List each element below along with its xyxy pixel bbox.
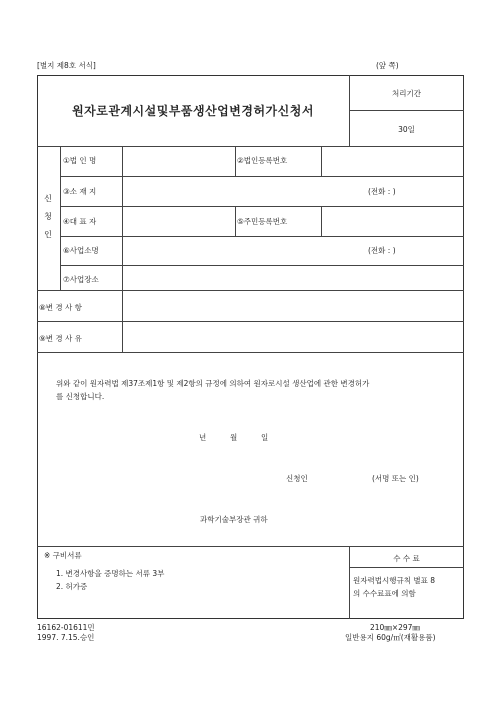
change-reason-field[interactable] <box>123 322 463 352</box>
form-title: 원자로관계시설및부품생산업변경허가신청서 <box>72 104 314 118</box>
resident-no-label: ⑤주민등록번호 <box>237 217 288 226</box>
address-field[interactable] <box>123 177 363 205</box>
page-side-label: (앞 쪽) <box>376 61 399 70</box>
address-label: ③소 재 지 <box>63 187 97 196</box>
business-site-field[interactable] <box>123 266 463 290</box>
date-day-label: 일 <box>261 433 269 442</box>
signature-label: (서명 또는 인) <box>372 474 419 483</box>
form-number: [별지 제8호 서식] <box>37 61 96 70</box>
representative-label: ④대 표 자 <box>63 217 97 226</box>
change-items-field[interactable] <box>123 291 463 321</box>
applicant-sign-label: 신청인 <box>286 474 308 483</box>
attachments-heading: ※ 구비서류 <box>44 551 82 560</box>
form-code: 16162-01611민 <box>37 623 95 632</box>
processing-period-label: 처리기간 <box>392 89 421 98</box>
approval-date: 1997. 7.15.승인 <box>37 633 95 642</box>
application-statement-line1: 위와 같이 원자력법 제37조제1항 및 제2항의 규정에 의하여 원자로시설 생산업에 관한 변경허가 <box>56 379 370 388</box>
fee-description-line1: 원자력법시행규칙 별표 8 <box>353 576 435 585</box>
date-month-label: 월 <box>230 433 238 442</box>
fee-description-line2: 의 수수료표에 의함 <box>353 589 416 598</box>
business-site-label: ⑦사업장소 <box>63 275 99 284</box>
change-reason-label: ⑨변 경 사 유 <box>39 334 82 343</box>
date-year-label: 년 <box>199 433 207 442</box>
phone-label-1: (전화 : ) <box>368 187 396 196</box>
attachment-item-1: 1. 변경사항을 증명하는 서류 3부 <box>56 569 165 578</box>
processing-period-value: 30일 <box>398 125 415 134</box>
phone-label-2: (전화 : ) <box>368 246 396 255</box>
fee-heading: 수 수 료 <box>393 554 420 563</box>
resident-no-field[interactable] <box>322 207 463 235</box>
addressee: 과학기술부장관 귀하 <box>200 515 268 524</box>
business-name-field[interactable] <box>123 237 363 265</box>
paper-size: 210㎜×297㎜ <box>370 623 420 632</box>
corp-name-field[interactable] <box>123 147 234 175</box>
paper-spec: 일반용지 60g/㎡(재활용품) <box>345 633 436 642</box>
applicant-side-label: 신 청 인 <box>44 194 52 239</box>
change-items-label: ⑧변 경 사 항 <box>39 303 82 312</box>
attachment-item-2: 2. 허가증 <box>56 582 88 591</box>
business-name-label: ⑥사업소명 <box>63 246 99 255</box>
corp-name-label: ①법 인 명 <box>63 156 97 165</box>
corp-reg-no-label: ②법인등록번호 <box>237 156 288 165</box>
application-statement-line2: 를 신청합니다. <box>56 392 105 401</box>
corp-reg-no-field[interactable] <box>322 147 463 175</box>
representative-field[interactable] <box>123 207 234 235</box>
